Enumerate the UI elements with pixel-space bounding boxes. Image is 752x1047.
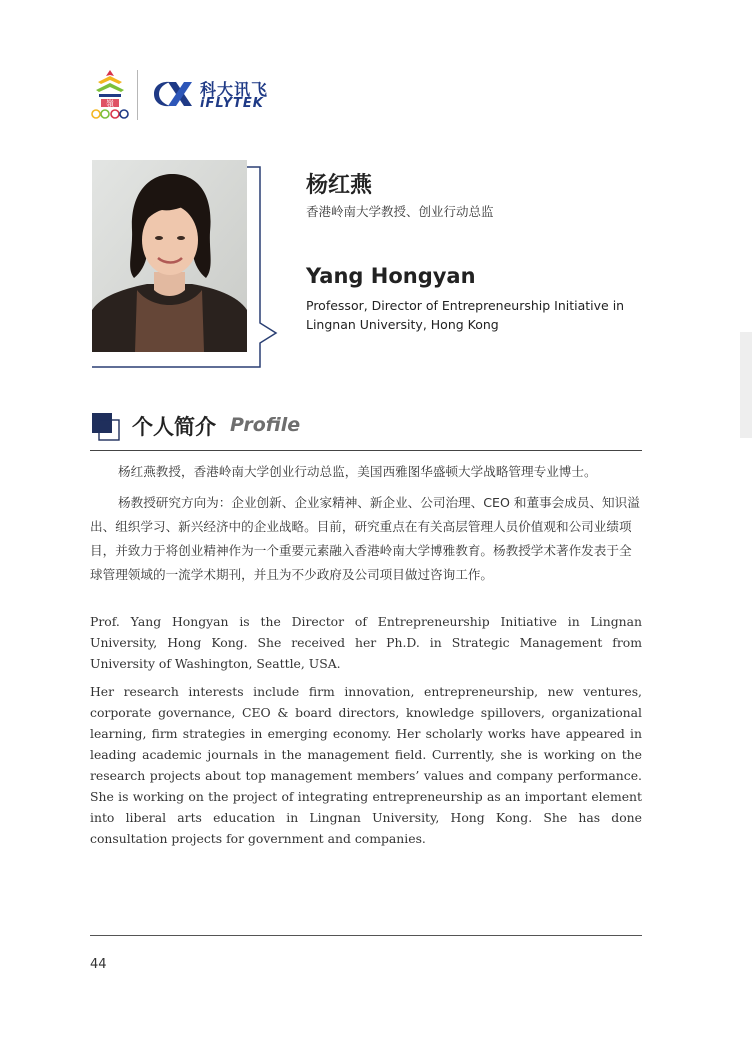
bio-cn-paragraph-1: 杨红燕教授，香港岭南大学创业行动总监，美国西雅图华盛顿大学战略管理专业博士。 [118,464,597,479]
brand-name-cn: 科大讯飞 [200,80,269,99]
title-cn: 香港岭南大学教授、创业行动总监 [306,204,494,219]
page-number: 44 [90,957,107,972]
section-title-cn: 个人简介 [132,414,216,439]
brand-name-en: iFLYTEK [200,96,264,111]
svg-text:嶺: 嶺 [106,99,114,108]
bio-cn-paragraph-2: 杨教授研究方向为：企业创新、企业家精神、新企业、公司治理、CEO 和董事会成员、知识溢出、组织学习、新兴经济中的企业战略。目前，研究重点在有关高层管理人员价值观和公司业绩项目，并致力于将创业精神作为一个重要元素融入香港岭南大学博雅教育。杨教授学术著作发表于全球管理领域的一流学术期刊，并且为不少政府及公司项目做过咨询工作。 [90,495,640,582]
bio-en-paragraph-1: Prof. Yang Hongyan is the Director of Entrepreneurship Initiative in Lingnan University, Hong Kong. She received her Ph.D. in Strategic Management from University of Washington, Seattle, USA. [90,614,642,671]
section-square-icon [92,413,120,441]
university-emblem-icon [90,68,130,120]
side-tab [740,332,752,438]
bio-en-paragraph-2: Her research interests include firm innovation, entrepreneurship, new ventures, corporate governance, CEO & board directors, knowledge spillovers, organizational learning, firm strategies in emerging economy. Her scholarly works have appeared in leading academic journals in the management field. Currently, she is working on the research projects about top management members’ values and company performance. She is working on the project of integrating entrepreneurship as an important element into liberal arts education in Lingnan University, Hong Kong. She has done consultation projects for government and companies. [90,684,642,846]
name-cn: 杨红燕 [306,172,373,198]
footer-divider [90,935,642,936]
section-title-en: Profile [230,414,301,436]
name-en: Yang Hongyan [306,264,476,288]
logo-divider [137,70,138,120]
title-en-line-1: Professor, Director of Entrepreneurship Initiative in [306,298,625,313]
title-en-line-2: Lingnan University, Hong Kong [306,317,499,332]
section-divider [90,450,642,451]
portrait-photo [92,160,247,352]
iflytek-logo-icon [150,78,196,110]
